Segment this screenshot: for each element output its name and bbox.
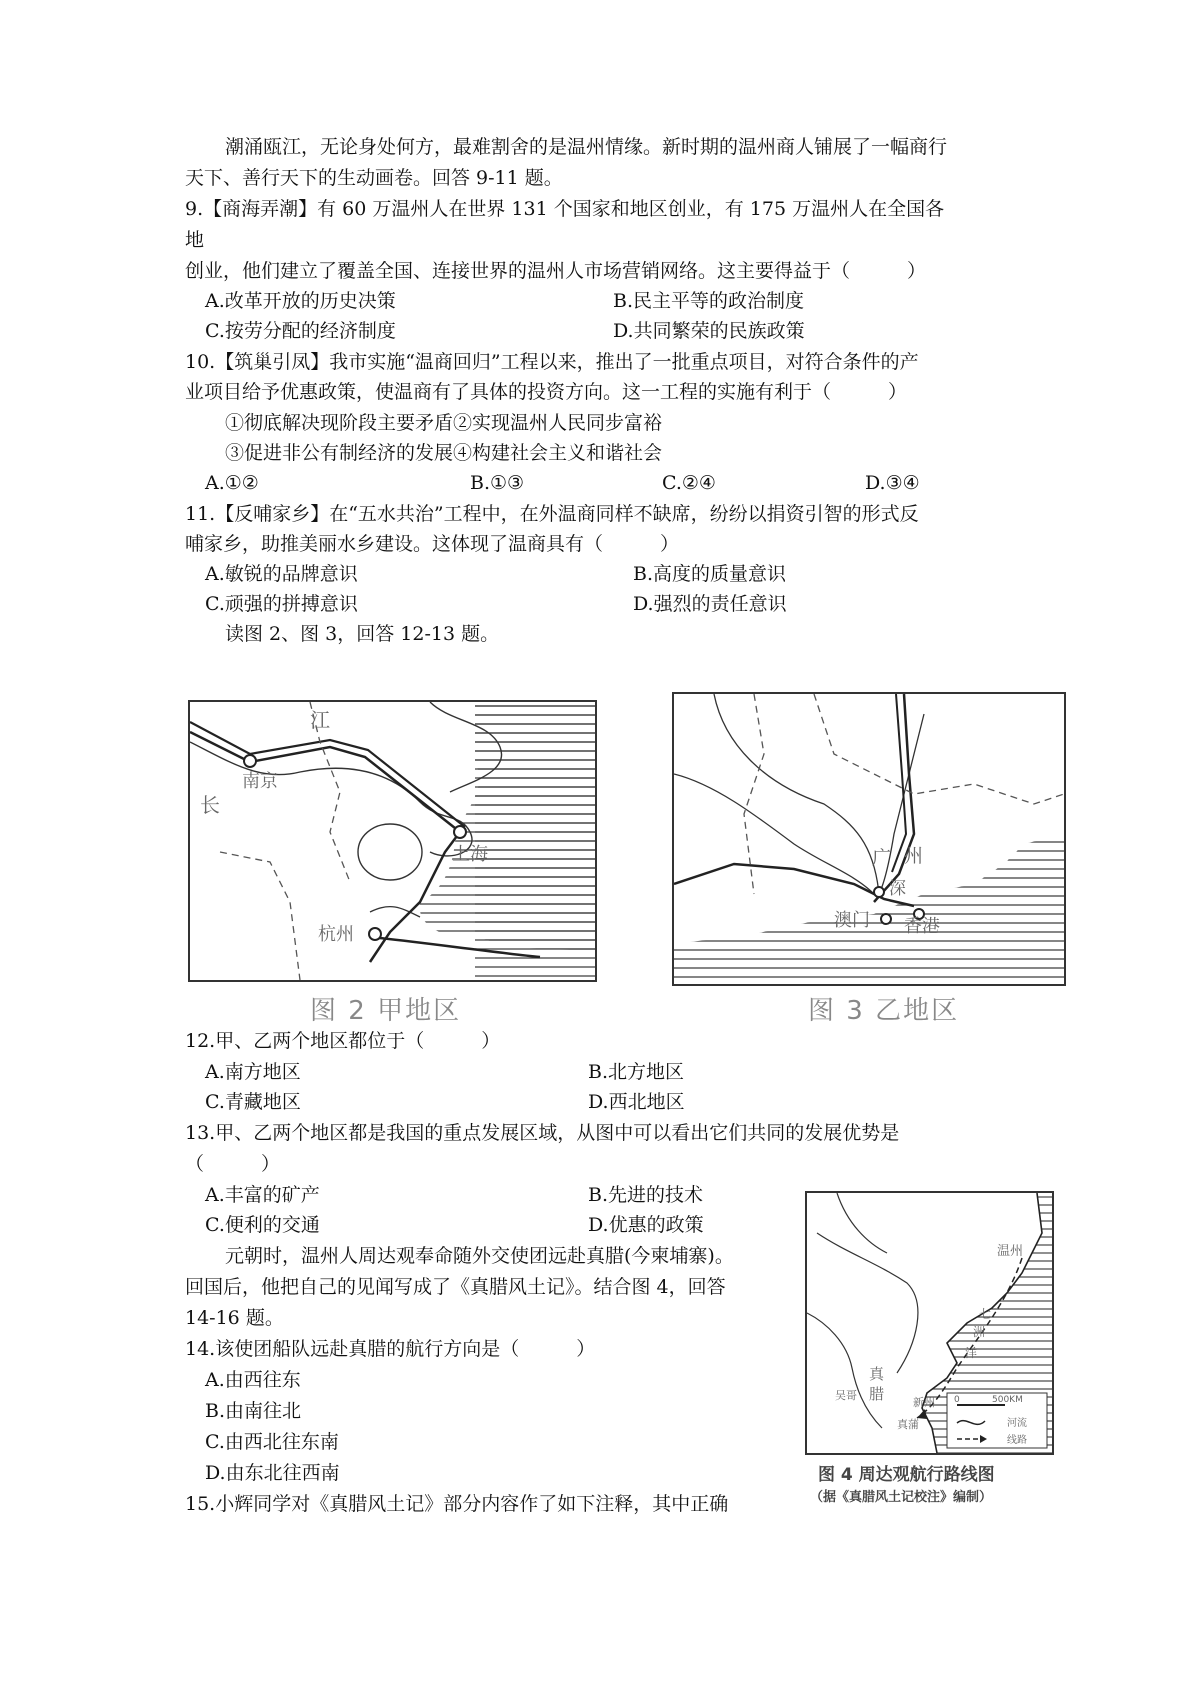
- q12-stem: 12.甲、乙两个地区都位于（ ）: [185, 1030, 501, 1052]
- fig3-label-xianggang: 香港: [904, 916, 940, 937]
- fig4-scale-500: 500KM: [992, 1395, 1023, 1405]
- figure-3-map: [672, 692, 1066, 986]
- figure-2-map: [188, 700, 597, 982]
- fig4-label-zhenla-2: 腊: [869, 1385, 885, 1403]
- q14-option-c: C.由西北往东南: [205, 1431, 339, 1453]
- q10-stem-1: 10.【筑巢引凤】我市实施“温商回归”工程以来，推出了一批重点项目，对符合条件的产: [185, 351, 919, 373]
- q12-option-a: A.南方地区: [205, 1061, 301, 1083]
- q11-stem-1: 11.【反哺家乡】在“五水共治”工程中，在外温商同样不缺席，纷纷以捐资引智的形式反: [185, 503, 919, 525]
- intro-line-2: 天下、善行天下的生动画卷。回答 9-11 题。: [185, 167, 563, 189]
- yuan-passage-line-1: 元朝时，温州人周达观奉命随外交使团远赴真腊(今柬埔寨)。: [225, 1245, 734, 1267]
- fig4-label-zhenpu: 真蒲: [897, 1418, 919, 1431]
- fig2-label-hangzhou: 杭州: [318, 924, 354, 945]
- fig3-label-zhou: 州: [904, 845, 924, 867]
- fig3-label-aomen: 澳门: [834, 910, 870, 931]
- fig4-label-wuge: 吴哥: [835, 1389, 857, 1402]
- q9-stem-2: 地: [185, 229, 205, 251]
- q10-stem-2: 业项目给予优惠政策，使温商有了具体的投资方向。这一工程的实施有利于（ ）: [185, 381, 908, 403]
- fig3-label-guang: 广: [872, 847, 892, 869]
- intro-line-1: 潮涌瓯江，无论身处何方，最难割舍的是温州情缘。新时期的温州商人铺展了一幅商行: [225, 136, 948, 158]
- q13-option-a: A.丰富的矿产: [205, 1184, 320, 1206]
- q9-stem-3: 创业，他们建立了覆盖全国、连接世界的温州人市场营销网络。这主要得益于（ ）: [185, 260, 927, 282]
- q9-option-a: A.改革开放的历史决策: [205, 290, 396, 312]
- q11-stem-2: 哺家乡，助推美丽水乡建设。这体现了温商具有（ ）: [185, 533, 680, 555]
- q12-option-b: B.北方地区: [588, 1061, 685, 1083]
- fig3-label-shen: 深: [889, 879, 906, 899]
- q9-option-d: D.共同繁荣的民族政策: [613, 320, 805, 342]
- fig4-legend-river: 河流: [1007, 1418, 1027, 1429]
- yuan-passage-line-2: 回国后，他把自己的见闻写成了《真腊风土记》。结合图 4，回答: [185, 1276, 726, 1298]
- q11-option-b: B.高度的质量意识: [633, 563, 787, 585]
- yuan-passage-line-3: 14-16 题。: [185, 1307, 284, 1329]
- q10-option-b: B.①③: [470, 472, 525, 494]
- q11-option-a: A.敏锐的品牌意识: [205, 563, 358, 585]
- q13-option-c: C.便利的交通: [205, 1214, 320, 1236]
- fig2-label-nanjing: 南京: [242, 771, 278, 792]
- fig2-label-jiang: 江: [310, 708, 330, 732]
- q12-option-d: D.西北地区: [588, 1091, 685, 1113]
- q10-option-a: A.①②: [205, 472, 259, 494]
- q9-option-c: C.按劳分配的经济制度: [205, 320, 396, 342]
- q10-item-1: ①彻底解决现阶段主要矛盾②实现温州人民同步富裕: [225, 412, 663, 434]
- q10-option-d: D.③④: [865, 472, 920, 494]
- q10-item-2: ③促进非公有制经济的发展④构建社会主义和谐社会: [225, 442, 663, 464]
- q13-option-d: D.优惠的政策: [588, 1214, 704, 1236]
- q9-stem-1: 9.【商海弄潮】有 60 万温州人在世界 131 个国家和地区创业，有 175 万温州人在全国各: [185, 198, 945, 220]
- figure-2-caption: 图 2 甲地区: [310, 996, 462, 1026]
- q13-option-b: B.先进的技术: [588, 1184, 704, 1206]
- q13-stem-1: 13.甲、乙两个地区都是我国的重点发展区域，从图中可以看出它们共同的发展优势是: [185, 1122, 900, 1144]
- q14-stem: 14.该使团船队远赴真腊的航行方向是（ ）: [185, 1338, 596, 1360]
- fig2-label-chang: 长: [200, 793, 220, 817]
- fig4-label-zhou: 洲: [973, 1325, 986, 1339]
- fig4-label-xinzhou: 新州: [913, 1396, 935, 1409]
- q11-option-d: D.强烈的责任意识: [633, 593, 787, 615]
- figure-3-caption: 图 3 乙地区: [808, 996, 960, 1026]
- fig4-label-wenzhou: 温州: [997, 1244, 1024, 1259]
- q11-option-c: C.顽强的拼搏意识: [205, 593, 358, 615]
- fig4-label-yang: 洋: [965, 1346, 978, 1360]
- q14-option-d: D.由东北往西南: [205, 1462, 340, 1484]
- q9-option-b: B.民主平等的政治制度: [613, 290, 805, 312]
- q13-stem-2: （ ）: [185, 1153, 281, 1175]
- fig4-label-zhenla-1: 真: [869, 1365, 885, 1383]
- q14-option-a: A.由西往东: [205, 1369, 301, 1391]
- figure-4-map: [805, 1191, 1054, 1455]
- q10-option-c: C.②④: [662, 472, 716, 494]
- fig4-label-qi: 七: [979, 1307, 992, 1321]
- q12-option-c: C.青藏地区: [205, 1091, 301, 1113]
- fig4-scale-zero: 0: [954, 1395, 960, 1405]
- figure-4-caption: 图 4 周达观航行路线图: [818, 1465, 995, 1485]
- fig2-label-shanghai: 上海: [452, 844, 488, 865]
- read-figure-instruction: 读图 2、图 3，回答 12-13 题。: [225, 623, 500, 645]
- fig4-legend-route: 线路: [1007, 1435, 1027, 1446]
- figure-4-source: （据《真腊风土记校注》编制）: [810, 1490, 993, 1505]
- q14-option-b: B.由南往北: [205, 1400, 302, 1422]
- q15-stem: 15.小辉同学对《真腊风土记》部分内容作了如下注释，其中正确: [185, 1493, 729, 1515]
